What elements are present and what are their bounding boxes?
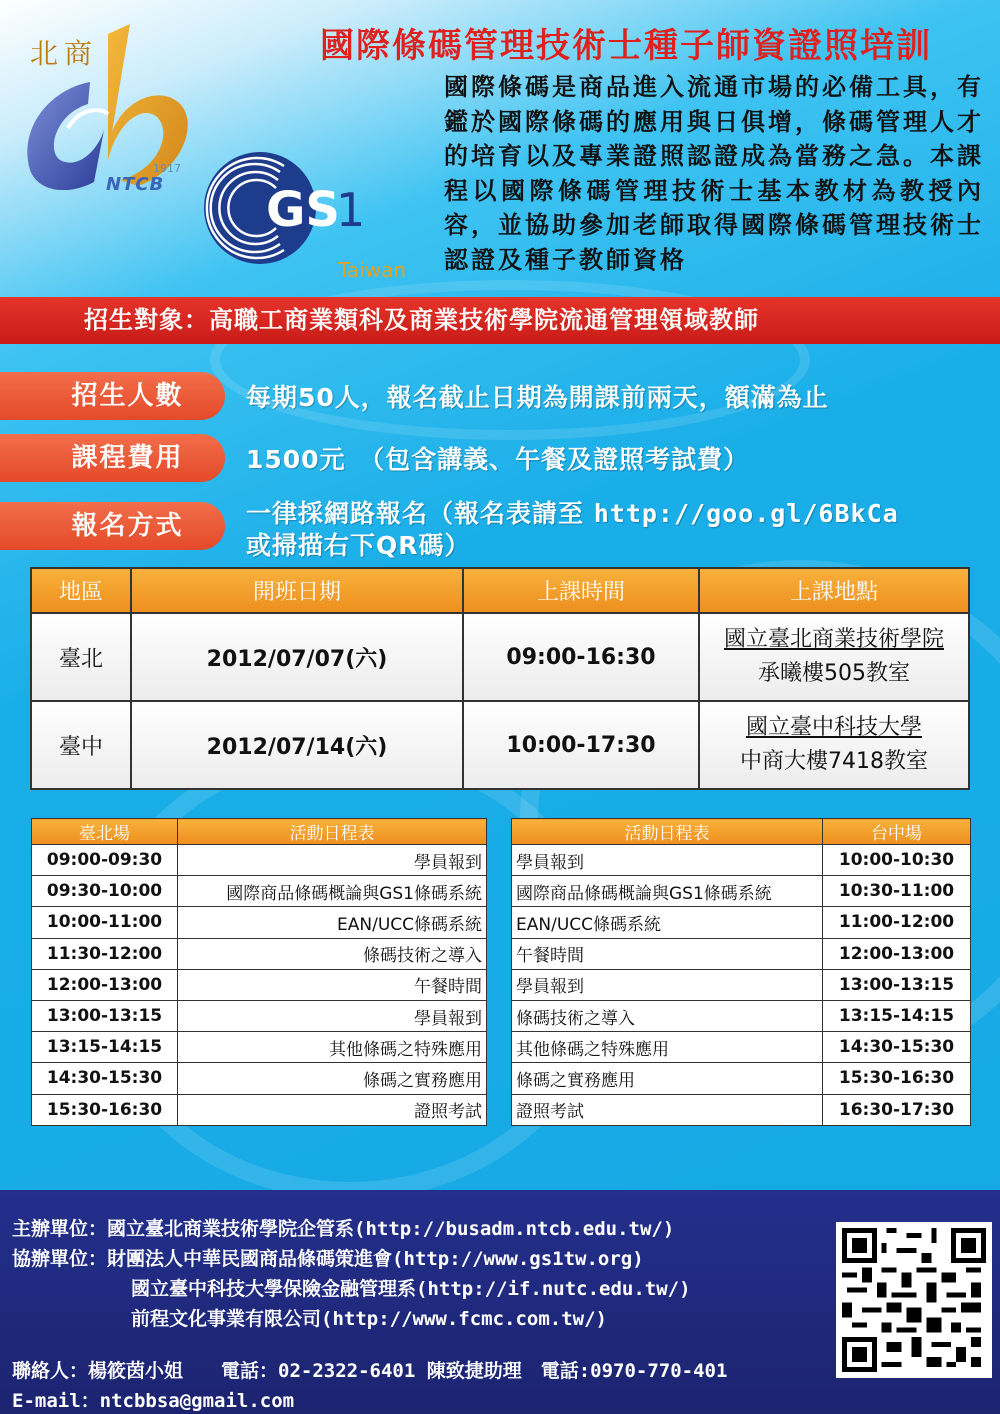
- time-cell: 09:00-09:30: [32, 845, 178, 876]
- activity-cell: 學員報到: [512, 969, 823, 1000]
- activity-cell: 條碼之實務應用: [178, 1063, 487, 1094]
- info-text: [246, 498, 986, 562]
- table-row: [512, 1000, 971, 1031]
- table-row: [32, 1032, 487, 1063]
- activity-cell: 學員報到: [178, 845, 487, 876]
- time-cell: 13:00-13:15: [823, 969, 971, 1000]
- table-row: [512, 969, 971, 1000]
- activity-cell: 證照考試: [512, 1094, 823, 1125]
- qr-code-icon[interactable]: [836, 1222, 992, 1378]
- info-text: 1500元 （包含講義、午餐及證照考試費）: [246, 445, 750, 474]
- logo-chinese-text: 北商: [30, 37, 99, 70]
- table-row: [32, 1094, 487, 1125]
- column-header: 地區: [31, 568, 131, 613]
- co-organizer-line: 前程文化事業有限公司(http://www.fcmc.com.tw/): [131, 1308, 607, 1330]
- table-row: [512, 1094, 971, 1125]
- table-row: [32, 845, 487, 876]
- time-cell: 12:00-13:00: [823, 938, 971, 969]
- gs1-one-text: 1: [336, 183, 366, 237]
- logo-year: 1917: [153, 162, 181, 175]
- info-tag: 報名方式: [0, 502, 225, 550]
- registration-text: 一律採網路報名（報名表請至: [246, 499, 594, 528]
- time-cell: 10:00-17:30: [463, 701, 699, 789]
- column-header: 上課時間: [463, 568, 699, 613]
- ntcb-logo: [8, 10, 208, 195]
- table-row: [512, 876, 971, 907]
- time-cell: 14:30-15:30: [823, 1032, 971, 1063]
- table-row: [512, 845, 971, 876]
- region-cell: 臺中: [31, 701, 131, 789]
- column-header: 活動日程表: [512, 819, 823, 845]
- activity-cell: 午餐時間: [178, 969, 487, 1000]
- activity-cell: EAN/UCC條碼系統: [512, 907, 823, 938]
- activity-cell: 學員報到: [512, 845, 823, 876]
- column-header: 上課地點: [699, 568, 969, 613]
- time-cell: 16:30-17:30: [823, 1094, 971, 1125]
- place-name: 國立臺北商業技術學院: [723, 627, 944, 652]
- column-header: 台中場: [823, 819, 971, 845]
- page-title: 國際條碼管理技術士種子師資證照培訓: [320, 26, 932, 66]
- schedule-taipei-table: [31, 818, 487, 1126]
- gs1-logo: [200, 140, 440, 280]
- date-cell: 2012/07/14(六): [131, 701, 463, 789]
- activity-cell: EAN/UCC條碼系統: [178, 907, 487, 938]
- activity-cell: 條碼之實務應用: [512, 1063, 823, 1094]
- time-cell: 14:30-15:30: [32, 1063, 178, 1094]
- info-row-fee: [0, 434, 1000, 482]
- time-cell: 13:00-13:15: [32, 1000, 178, 1031]
- co-organizer-line: 協辦單位：財團法人中華民國商品條碼策進會(http://www.gs1tw.org): [12, 1248, 644, 1270]
- gs1-gs-text: GS: [266, 182, 340, 238]
- time-cell: 13:15-14:15: [32, 1032, 178, 1063]
- time-cell: 09:30-10:00: [32, 876, 178, 907]
- logo-brand: NTCB: [106, 174, 165, 195]
- table-row: [512, 1032, 971, 1063]
- gs1-emblem-icon: [200, 140, 440, 270]
- table-row: [31, 701, 969, 789]
- activity-cell: 國際商品條碼概論與GS1條碼系統: [512, 876, 823, 907]
- info-tag: 招生人數: [0, 372, 225, 420]
- column-header: 活動日程表: [178, 819, 487, 845]
- registration-link[interactable]: http://goo.gl/6BkCa: [593, 499, 899, 528]
- qr-code-graphic: [842, 1228, 986, 1372]
- intro-paragraph: 國際條碼是商品進入流通市場的必備工具，有鑑於國際條碼的應用與日俱增，條碼管理人才的培育以及專業證照認證成為當務之急。本課程以國際條碼管理技術士基本教材為教授內容，並協助參加老師取得國際條碼管理技術士認證及種子教師資格: [444, 72, 984, 274]
- activity-cell: 午餐時間: [512, 938, 823, 969]
- table-row: [32, 907, 487, 938]
- time-cell: 12:00-13:00: [32, 969, 178, 1000]
- table-row: [32, 876, 487, 907]
- time-cell: 10:30-11:00: [823, 876, 971, 907]
- organizer-line: 主辦單位：國立臺北商業技術學院企管系(http://busadm.ntcb.edu.tw/): [12, 1218, 675, 1240]
- table-row: [32, 969, 487, 1000]
- date-cell: 2012/07/07(六): [131, 613, 463, 701]
- activity-cell: 其他條碼之特殊應用: [178, 1032, 487, 1063]
- table-row: [512, 1063, 971, 1094]
- co-organizer-line: 國立臺中科技大學保險金融管理系(http://if.nutc.edu.tw/): [131, 1278, 691, 1300]
- column-header: 臺北場: [32, 819, 178, 845]
- target-audience-bar: 招生對象：高職工商業類科及商業技術學院流通管理領域教師: [0, 297, 1000, 344]
- time-cell: 10:00-10:30: [823, 845, 971, 876]
- info-text: 每期50人，報名截止日期為開課前兩天，額滿為止: [246, 383, 829, 412]
- time-cell: 09:00-16:30: [463, 613, 699, 701]
- place-cell: [699, 613, 969, 701]
- table-row: [32, 1063, 487, 1094]
- time-cell: 15:30-16:30: [823, 1063, 971, 1094]
- class-table: [30, 567, 970, 790]
- activity-cell: 學員報到: [178, 1000, 487, 1031]
- table-row: [32, 1000, 487, 1031]
- contact-line: 聯絡人：楊筱茵小姐 電話：02-2322-6401 陳致捷助理 電話:0970-770-401: [12, 1360, 728, 1382]
- activity-cell: 國際商品條碼概論與GS1條碼系統: [178, 876, 487, 907]
- info-row-enrollment: [0, 372, 1000, 420]
- activity-cell: 條碼技術之導入: [178, 938, 487, 969]
- table-row: [31, 613, 969, 701]
- place-room: 承曦樓505教室: [758, 661, 910, 686]
- time-cell: 15:30-16:30: [32, 1094, 178, 1125]
- place-cell: [699, 701, 969, 789]
- table-row: [512, 938, 971, 969]
- time-cell: 11:30-12:00: [32, 938, 178, 969]
- registration-text-2: 或掃描右下QR碼）: [246, 531, 471, 560]
- time-cell: 10:00-11:00: [32, 907, 178, 938]
- place-room: 中商大樓7418教室: [740, 749, 928, 774]
- column-header: 開班日期: [131, 568, 463, 613]
- info-row-registration: [0, 499, 1000, 560]
- email-line: E-mail：ntcbbsa@gmail.com: [12, 1390, 295, 1412]
- info-tag: 課程費用: [0, 434, 225, 482]
- time-cell: 11:00-12:00: [823, 907, 971, 938]
- table-row: [512, 907, 971, 938]
- activity-cell: 證照考試: [178, 1094, 487, 1125]
- gs1-taiwan-text: Taiwan: [338, 258, 407, 282]
- table-row: [32, 938, 487, 969]
- activity-cell: 條碼技術之導入: [512, 1000, 823, 1031]
- region-cell: 臺北: [31, 613, 131, 701]
- place-name: 國立臺中科技大學: [745, 715, 922, 740]
- schedule-taichung-table: [511, 818, 971, 1126]
- time-cell: 13:15-14:15: [823, 1000, 971, 1031]
- activity-cell: 其他條碼之特殊應用: [512, 1032, 823, 1063]
